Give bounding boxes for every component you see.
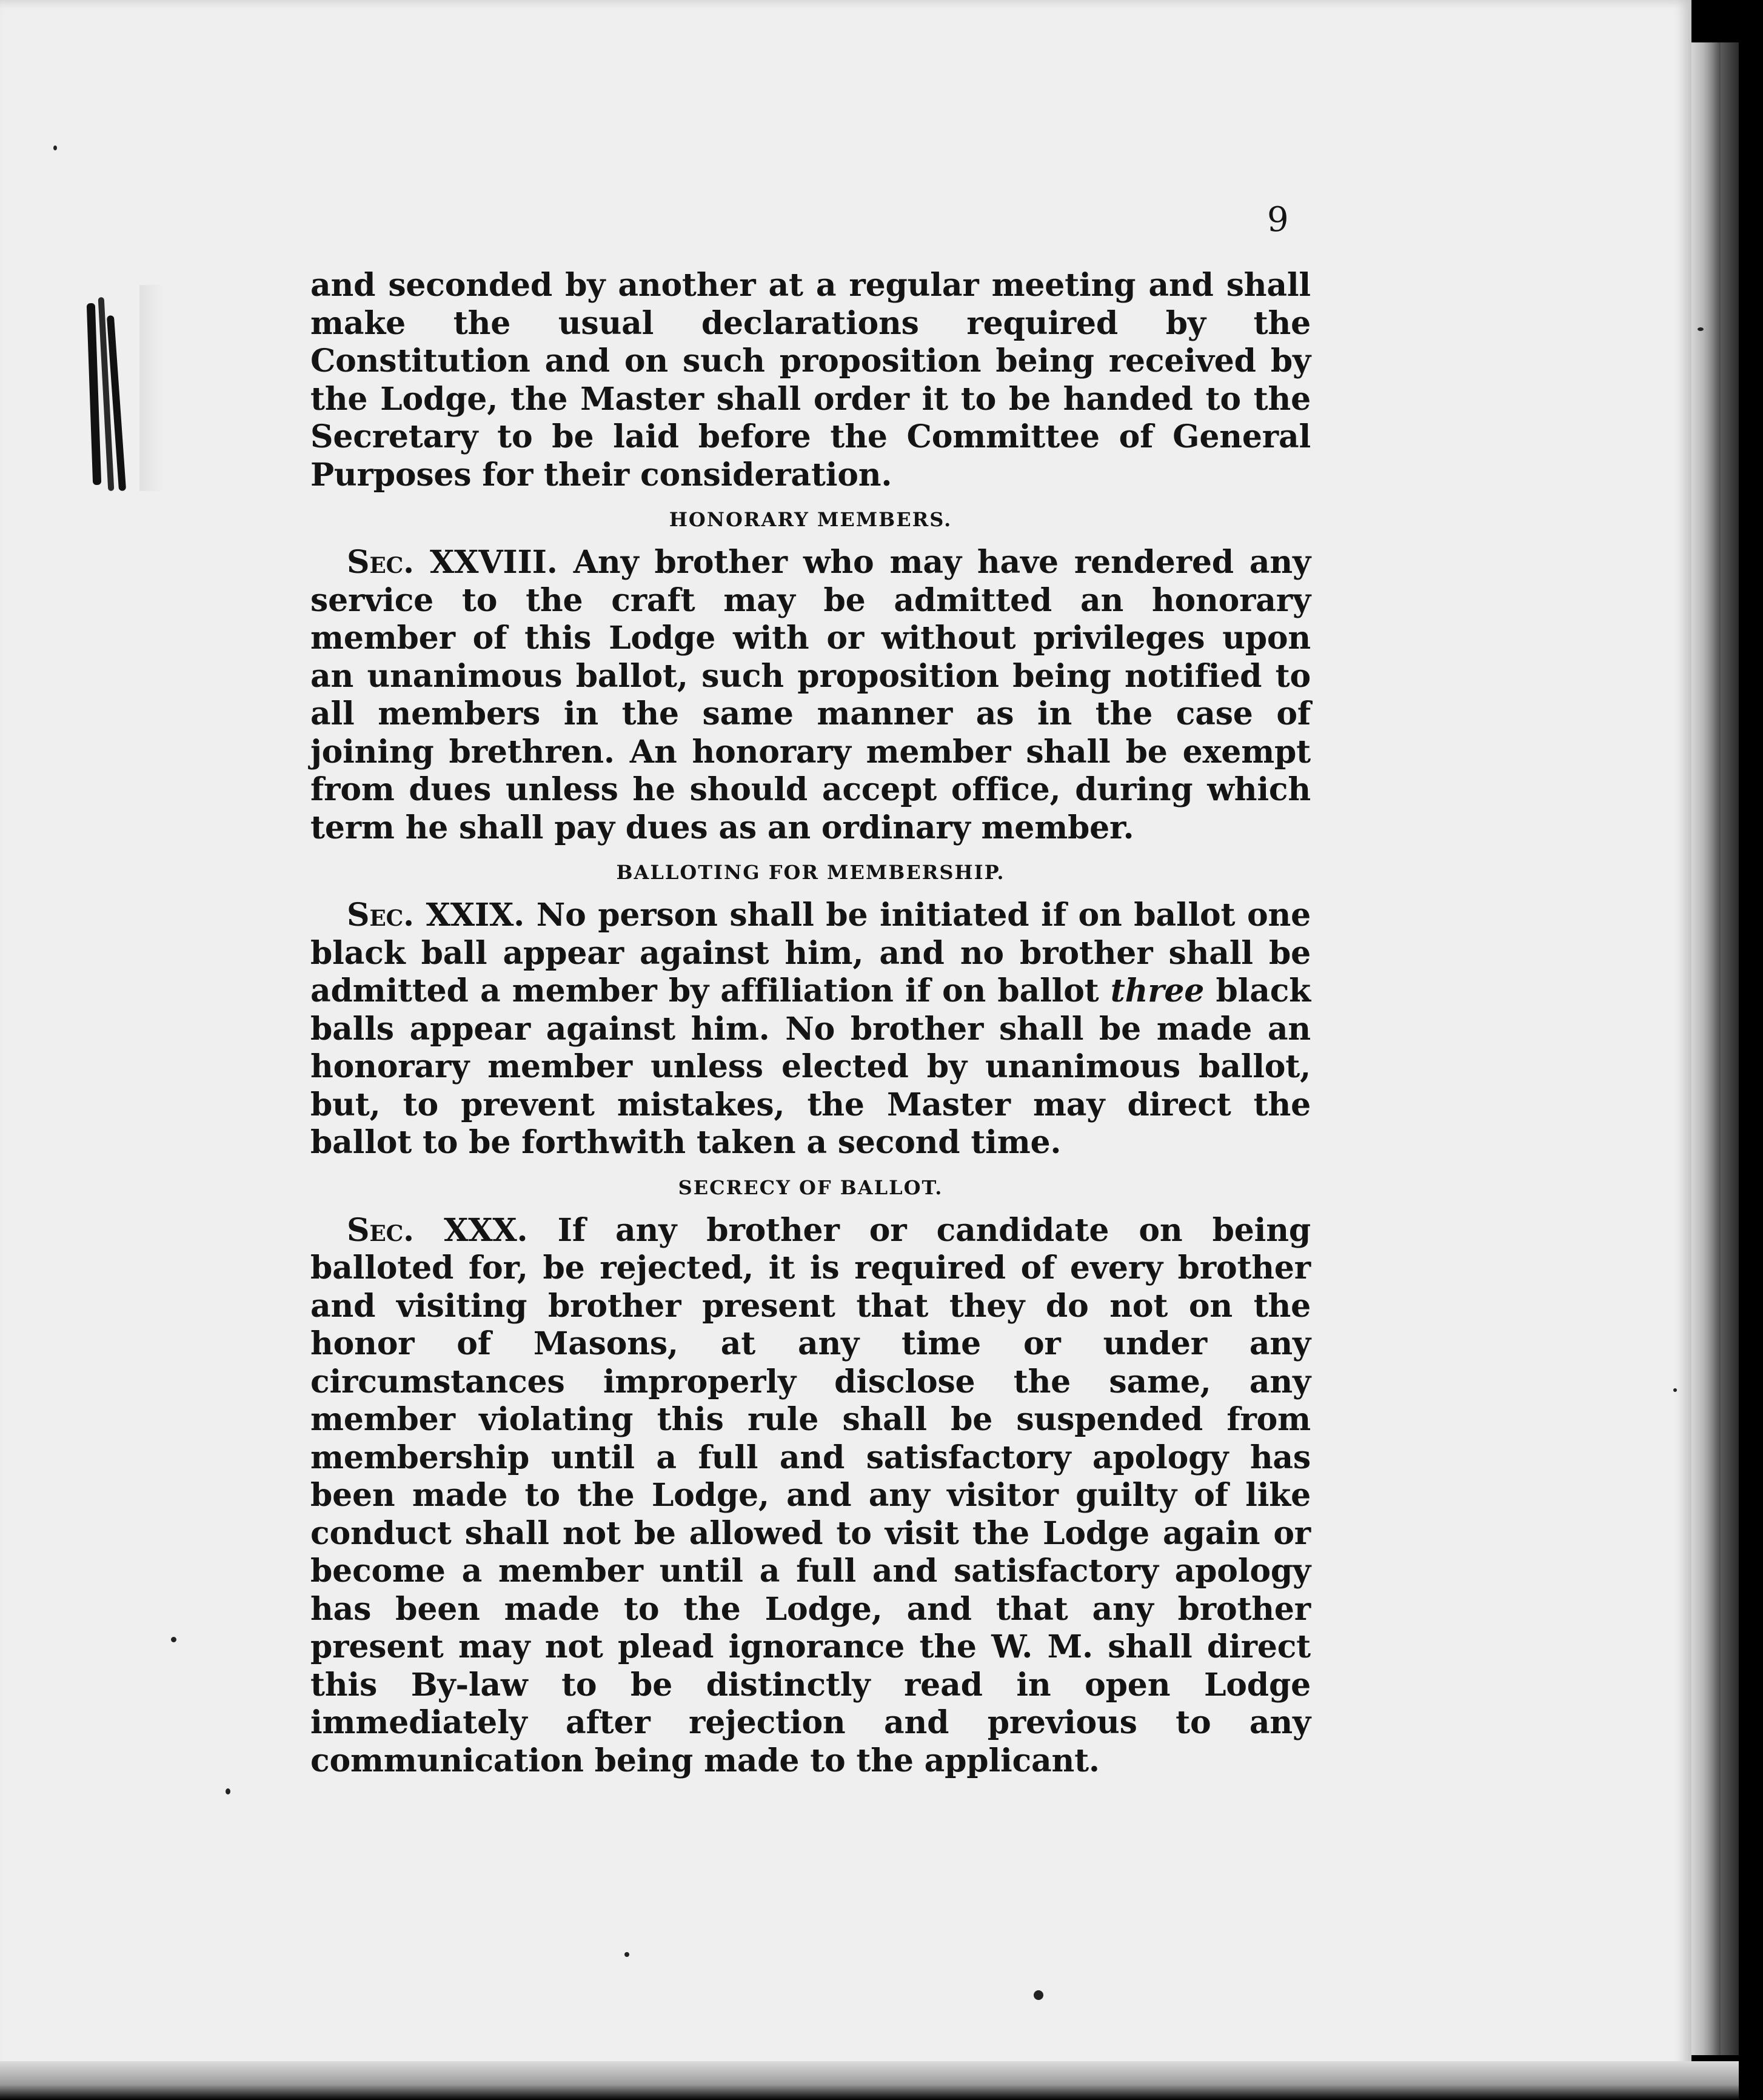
section-text: If any brother or candidate on being balloted for, be rejected, it is required of every brother and visiting brother present that they do not on the honor of Masons, at any time or under any circumstances improperly disclose the same, any member violating this rule shall be suspended from membership until a full and satisfactory apology has been made to the Lodge, and any visitor guilty of like conduct shall not be allowed to visit the Lodge again or become a member until a full and satisfactory apology has been made to the Lodge, and that any brother present may not plead ignorance the W. M. shall direct this By-law to be distinctly read in open Lodge immediately after rejection and previous to any communication being made to the applicant. [310,1211,1311,1779]
scan-speck [624,1952,629,1957]
section-xxviii-paragraph [310,544,1311,847]
scan-speck [171,1637,176,1642]
heading-balloting: BALLOTING FOR MEMBERSHIP. [616,861,1005,884]
section-label: Sec. XXX. [347,1211,528,1249]
page-edge-dark [1721,42,1739,2055]
scan-speck [226,1788,230,1794]
continuation-paragraph: and seconded by another at a regular meeting and shall make the usual declarations required by the Constitution and on such proposition being received by the Lodge, the Master shall order it to be handed to the Secretary to be laid before the Committee of General Purposes for their consideration. [310,267,1311,493]
heading-secrecy: SECRECY OF BALLOT. [678,1175,943,1199]
text-column [310,267,1311,1780]
binding-shadow [139,285,164,491]
scan-speck [53,145,57,150]
heading-honorary-members: HONORARY MEMBERS. [669,508,952,531]
section-label: Sec. XXVIII. [347,544,558,581]
section-text: Any brother who may have rendered any service to the craft may be admitted an honorary member of this Lodge with or without privileges upon an unanimous ballot, such proposition being notified to all members in the same manner as in the case of joining brethren. An honorary member shall be exempt from dues unless he should accept office, during which term he shall pay dues as an ordinary member. [310,544,1311,846]
page-edge-shadow [1691,42,1721,2055]
section-label: Sec. XXIX. [347,897,525,934]
page-bottom-edge [0,2061,1739,2100]
page-number: 9 [1267,200,1289,239]
binding-clip-mark [85,297,127,497]
section-text: black balls appear against him. No brother shall be made an honorary member unless elected by unanimous ballot, but, to prevent mistakes, the Master may direct the ballot to be forthwith taken a second time. [310,972,1311,1161]
section-emphasis: three [1110,972,1205,1009]
section-xxx-paragraph [310,1212,1311,1781]
section-xxix-paragraph [310,897,1311,1162]
scan-speck [1034,1990,1043,2000]
scan-speck [1698,327,1704,331]
scan-speck [1673,1388,1677,1392]
section-text: No person shall be initiated if on ballot one black ball appear against him, and no brother shall be admitted a member by affiliation if on ballot [310,897,1311,1009]
